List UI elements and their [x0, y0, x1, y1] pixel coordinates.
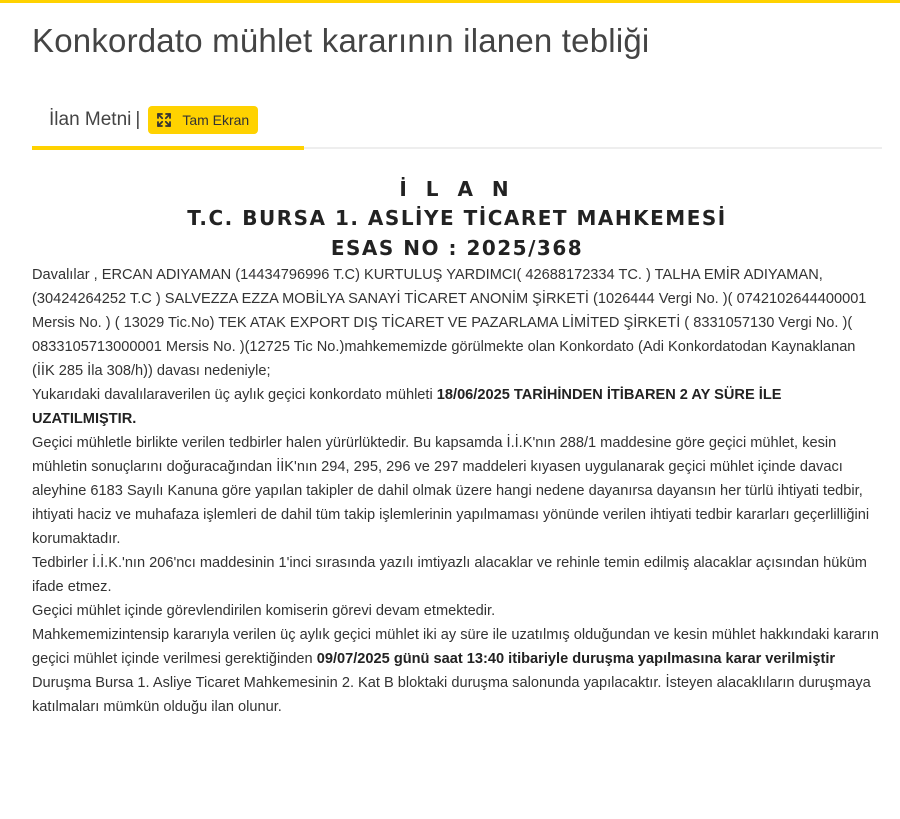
paragraph-exemptions: Tedbirler İ.İ.K.'nın 206'ncı maddesinin 1'inci sırasında yazılı imtiyazlı alacaklar ve rehinle temin edilmiş alacaklar açısından hüküm ifade etmez. [32, 555, 867, 595]
page-title: Konkordato mühlet kararının ilanen tebliği [32, 22, 650, 59]
extension-date: 18/06/2025 TARİHİNDEN İTİBAREN 2 AY SÜRE İLE UZATILMIŞTIR. [32, 387, 782, 427]
paragraph-extension [32, 383, 882, 431]
tab-underline-active [32, 146, 304, 150]
notice-body [32, 263, 882, 719]
paragraph-defendants: Davalılar , ERCAN ADIYAMAN (14434796996 T.C) KURTULUŞ YARDIMCI( 42688172334 TC. ) TALHA EMİR ADIYAMAN, (30424264252 T.C ) SALVEZZA EZZA MOBİLYA SANAYİ TİCARET ANONİM ŞİRKETİ (1026444 Vergi No. )( 0742102644400001 Mersis No. ) ( 13029 Tic.No) TEK ATAK EXPORT DIŞ TİCARET VE PAZARLAMA LİMİTED ŞİRKETİ ( 8331057130 Vergi No. )( 0833105713000001 Mersis No. )(12725 Tic No.)mahkememizde görülmekte olan Konkordato (Adi Konkordatodan Kaynaklanan (İİK 285 İla 308/h)) davası nedeniyle; [32, 267, 867, 379]
top-accent-bar [0, 0, 900, 3]
fullscreen-label: Tam Ekran [182, 112, 250, 128]
paragraph-commissioner: Geçici mühlet içinde görevlendirilen komiserin görevi devam etmektedir. [32, 603, 496, 619]
hearing-text: Mahkememizintensip kararıyla verilen üç aylık geçici mühlet iki ay süre ile uzatılmış olduğundan ve kesin mühlet hakkındaki kararın geçici mühlet içinde verilmesi gerektiğinden [32, 627, 879, 667]
case-label: ESAS NO : [330, 236, 458, 260]
paragraph-measures: Geçici mühletle birlikte verilen tedbirler halen yürürlüktedir. Bu kapsamda İ.İ.K'nın 288/1 maddesine göre geçici mühlet, kesin mühletin sonuçlarını doğuracağından İİK'nın 294, 295, 296 ve 297 maddeleri kıyasen uygulanarak geçici mühlet içinde davacı aleyhine 6183 Sayılı Kanuna göre yapılan takipler de dahil olmak üzere hangi nedene dayanırsa dayansın her türlü ihtiyati tedbir, ihtiyati haciz ve muhafaza işlemleri de dahil tüm takip işlemlerinin yapılmaması yönünde verilen ihtiyati tedbir kararları geçerlilliğini korumaktadır. [32, 435, 870, 547]
hearing-date: 09/07/2025 günü saat 13:40 itibariyle duruşma yapılmasına karar verilmiştir [316, 651, 836, 667]
extension-text: Yukarıdaki davalılaraverilen üç aylık geçici konkordato mühleti [32, 387, 437, 403]
fullscreen-button[interactable] [148, 106, 258, 134]
notice-heading: İ L A N [399, 177, 515, 201]
tab-row [32, 105, 258, 135]
paragraph-venue: Duruşma Bursa 1. Asliye Ticaret Mahkemesinin 2. Kat B bloktaki duruşma salonunda yapılacaktır. İsteyen alacaklıların duruşmaya katılmaları mümkün olduğu ilan olunur. [32, 675, 871, 715]
case-no: 2025/368 [466, 236, 584, 260]
tab-separator: | [135, 109, 141, 130]
case-number [32, 233, 882, 263]
notice-document [32, 175, 882, 719]
expand-icon [156, 112, 172, 128]
court-name: T.C. BURSA 1. ASLİYE TİCARET MAHKEMESİ [187, 206, 727, 230]
paragraph-hearing [32, 623, 882, 671]
tab-ilan-metni[interactable]: İlan Metni [49, 109, 132, 130]
